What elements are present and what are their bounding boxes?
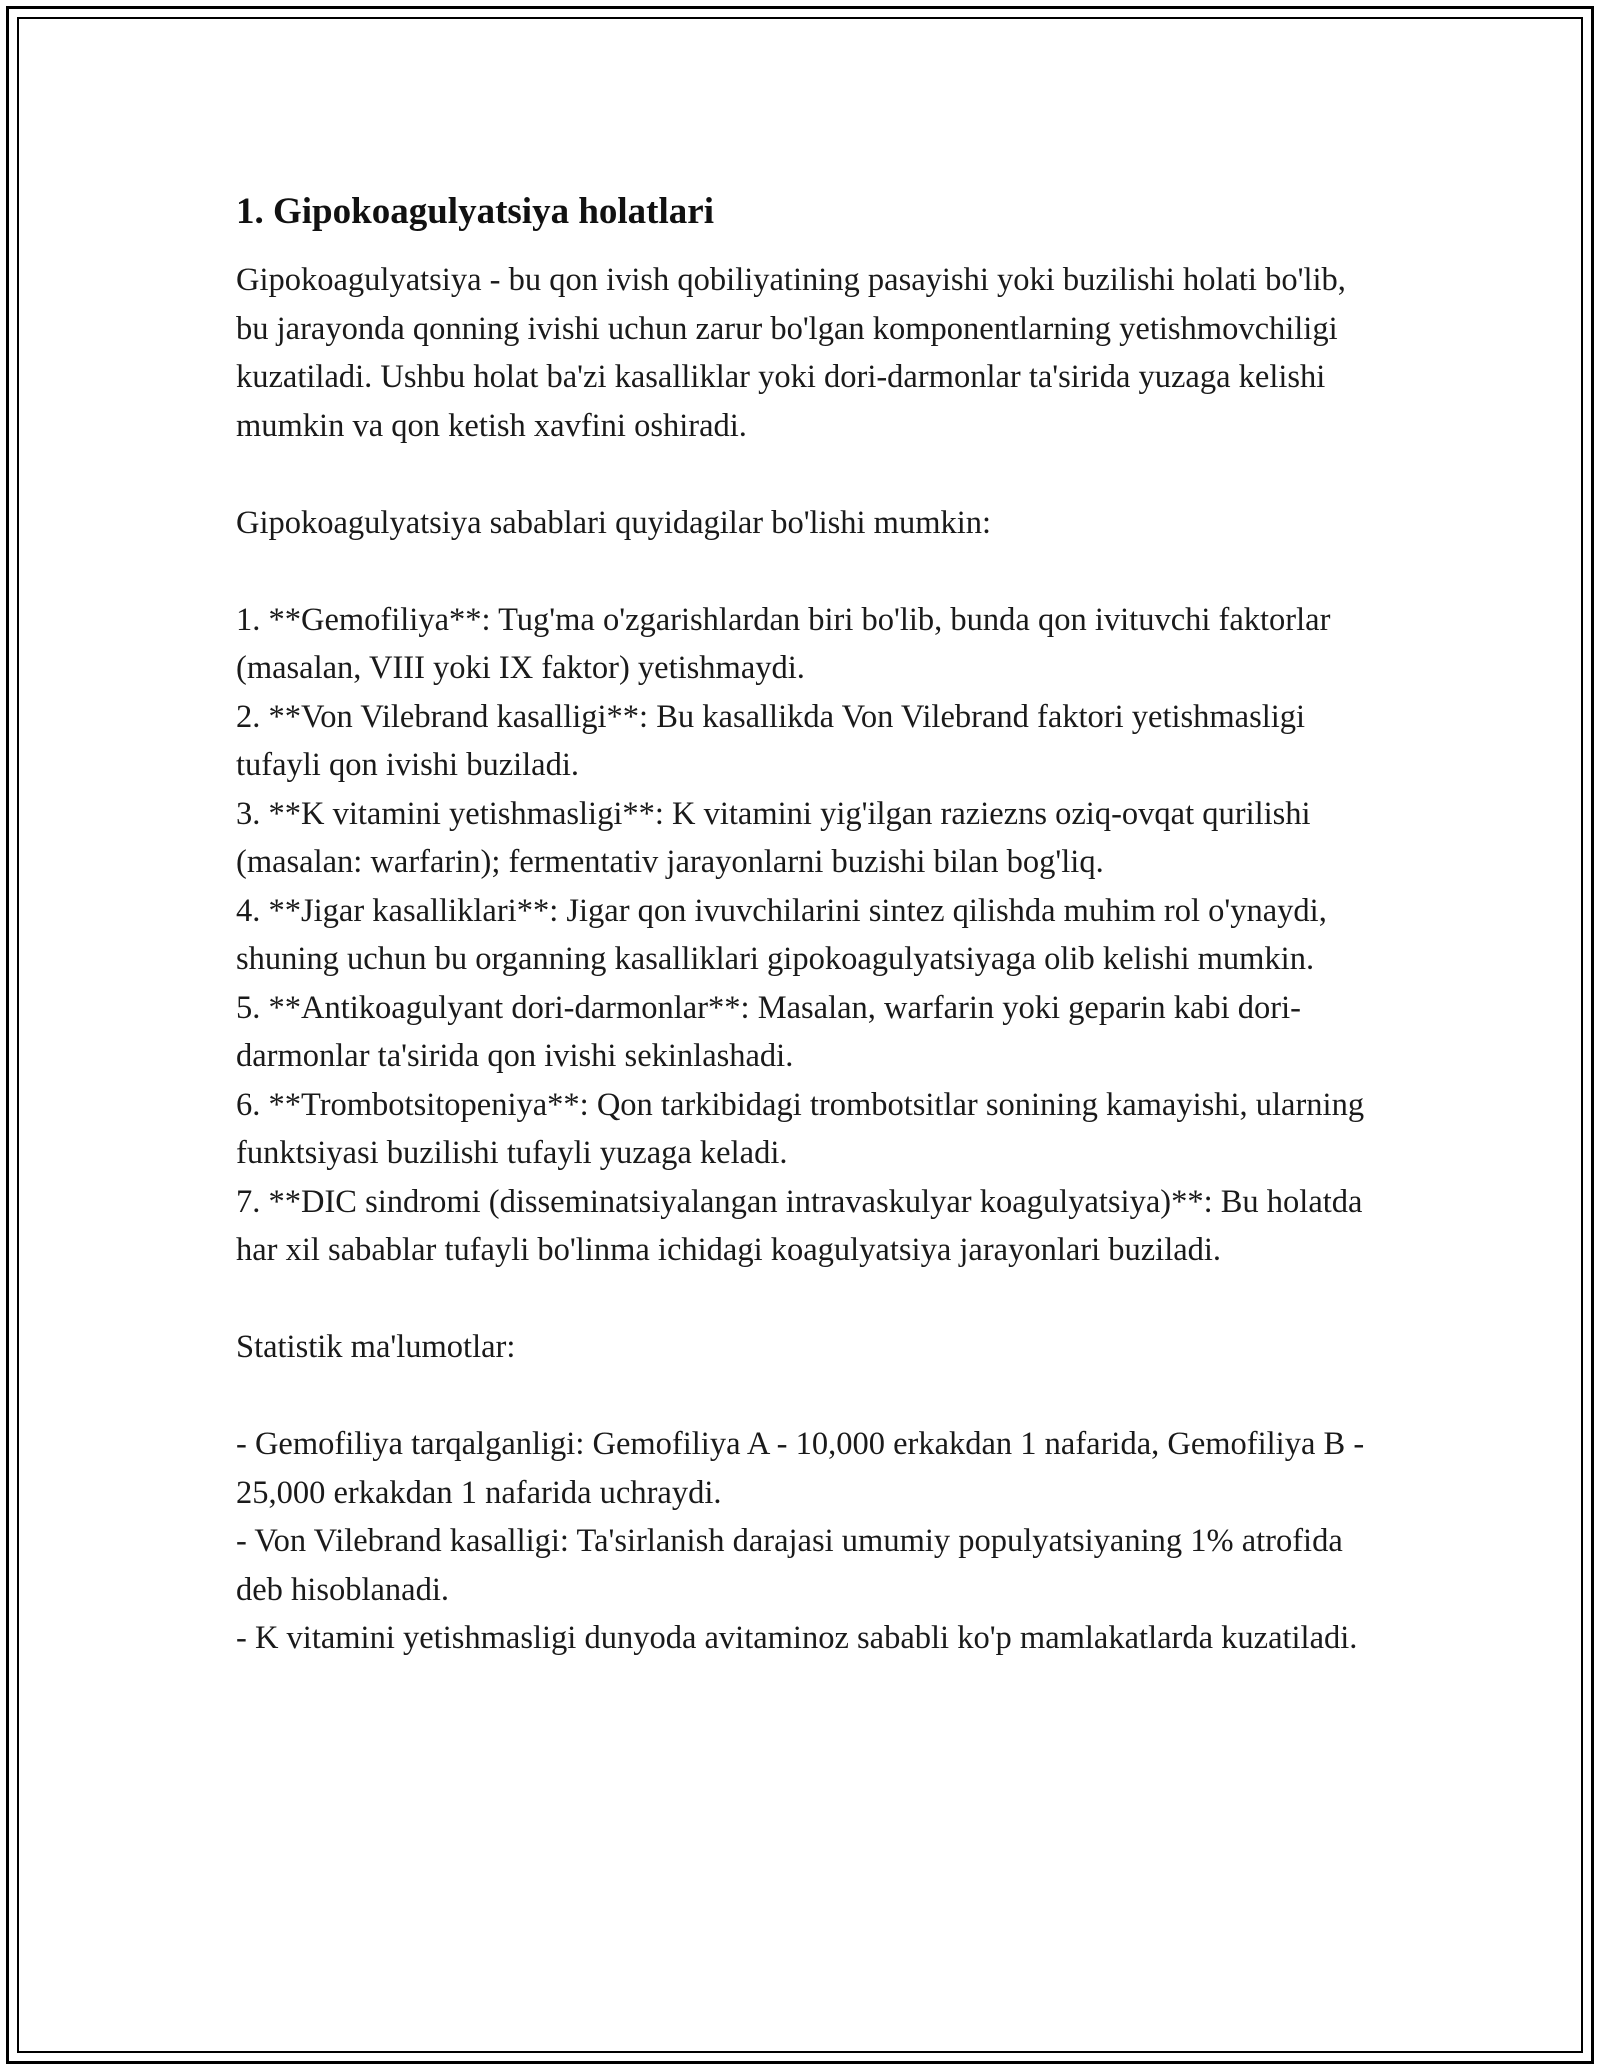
intro-paragraph: Gipokoagulyatsiya - bu qon ivish qobiliyatining pasayishi yoki buzilishi holati bo'lib, bu jarayonda qonning ivishi uchun zarur bo'lgan komponentlarning yetishmovchiligi kuzatiladi. Ushbu holat ba'zi kasalliklar yoki dori-darmonlar ta'sirida yuzaga kelishi mumkin va qon ketish xavfini oshiradi. (236, 262, 1354, 444)
section-heading: 1. Gipokoagulyatsiya holatlari (236, 191, 714, 232)
causes-list (236, 596, 1376, 1275)
cause-item: 5. **Antikoagulyant dori-darmonlar**: Masalan, warfarin yoki geparin kabi dori-darmonlar ta'sirida qon ivishi sekinlashadi. (236, 989, 1301, 1074)
cause-item: 7. **DIC sindromi (disseminatsiyalangan intravaskulyar koagulyatsiya)**: Bu holatda har xil sabablar tufayli bo'linma ichidagi koagulyatsiya jarayonlari buziladi. (236, 1183, 1371, 1268)
cause-item: 4. **Jigar kasalliklari**: Jigar qon ivuvchilarini sintez qilishda muhim rol o'ynaydi, shuning uchun bu organning kasalliklari gipokoagulyatsiyaga olib kelishi mumkin. (236, 892, 1335, 977)
causes-intro: Gipokoagulyatsiya sabablari quyidagilar bo'lishi mumkin: (236, 504, 992, 541)
cause-item: 1. **Gemofiliya**: Tug'ma o'zgarishlardan biri bo'lib, bunda qon ivituvchi faktorlar (masalan, VIII yoki IX faktor) yetishmaydi. (236, 601, 1339, 686)
paragraph-spacer (236, 547, 1376, 596)
stat-item: - Gemofiliya tarqalganligi: Gemofiliya A - 10,000 erkakdan 1 nafarida, Gemofiliya B - 25,000 erkakdan 1 nafarida uchraydi. (236, 1426, 1373, 1511)
paragraph-spacer (236, 450, 1376, 499)
paragraph-spacer (236, 1372, 1376, 1421)
cause-item: 3. **K vitamini yetishmasligi**: K vitamini yig'ilgan raziezns oziq-ovqat qurilishi (masalan: warfarin); fermentativ jarayonlarni buzishi bilan bog'liq. (236, 795, 1319, 880)
document-body (236, 188, 1376, 1663)
stat-item: - Von Vilebrand kasalligi: Ta'sirlanish darajasi umumiy populyatsiyaning 1% atrofida deb hisoblanadi. (236, 1523, 1351, 1608)
stats-list (236, 1420, 1376, 1663)
stat-item: - K vitamini yetishmasligi dunyoda avitaminoz sababli ko'p mamlakatlarda kuzatiladi. (236, 1620, 1358, 1656)
paragraph-spacer (236, 1275, 1376, 1324)
stats-intro: Statistik ma'lumotlar: (236, 1329, 516, 1365)
cause-item: 6. **Trombotsitopeniya**: Qon tarkibidagi trombotsitlar sonining kamayishi, ularning funktsiyasi buzilishi tufayli yuzaga keladi. (236, 1086, 1373, 1171)
cause-item: 2. **Von Vilebrand kasalligi**: Bu kasallikda Von Vilebrand faktori yetishmasligi tufayli qon ivishi buziladi. (236, 698, 1314, 783)
